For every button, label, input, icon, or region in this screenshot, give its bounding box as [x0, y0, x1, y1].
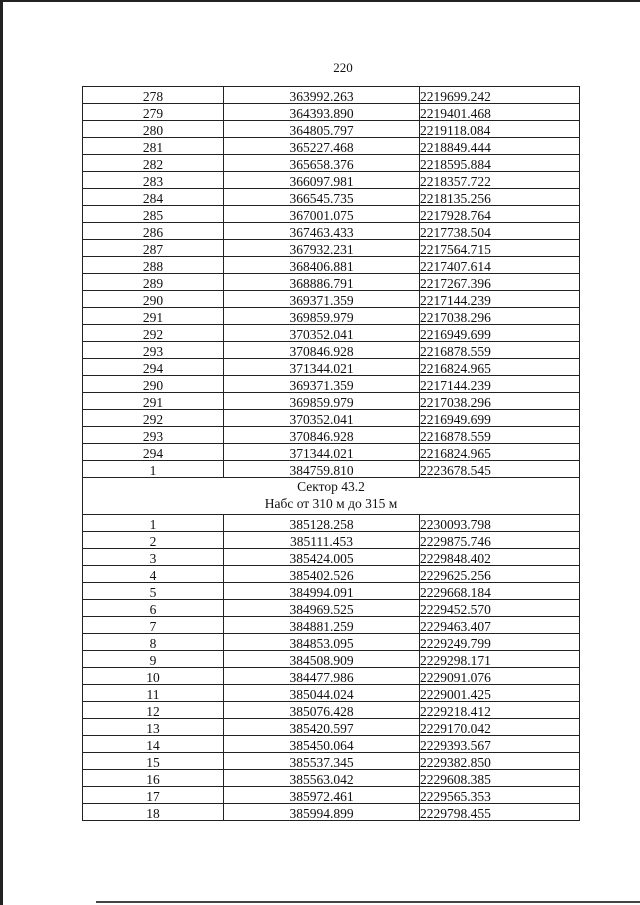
y-coordinate-cell: 2230093.798 [420, 515, 580, 532]
x-coordinate-cell: 366097.981 [224, 172, 420, 189]
y-coordinate-cell: 2219401.468 [420, 104, 580, 121]
x-coordinate-cell: 385402.526 [224, 566, 420, 583]
x-coordinate-cell: 364393.890 [224, 104, 420, 121]
table-row [83, 291, 580, 308]
table-row [83, 342, 580, 359]
x-coordinate-cell: 365227.468 [224, 138, 420, 155]
point-number-cell: 282 [83, 155, 224, 172]
point-number-cell: 288 [83, 257, 224, 274]
point-number-cell: 292 [83, 410, 224, 427]
point-number-cell: 281 [83, 138, 224, 155]
x-coordinate-cell: 384969.525 [224, 600, 420, 617]
x-coordinate-cell: 385563.042 [224, 770, 420, 787]
table-row [83, 223, 580, 240]
table-row [83, 787, 580, 804]
sector-header-cell [83, 478, 580, 515]
x-coordinate-cell: 385128.258 [224, 515, 420, 532]
table-row [83, 427, 580, 444]
table-row [83, 138, 580, 155]
page-number: 220 [333, 60, 353, 75]
table-row [83, 274, 580, 291]
point-number-cell: 286 [83, 223, 224, 240]
table-row [83, 376, 580, 393]
table-row [83, 549, 580, 566]
point-number-cell: 1 [83, 515, 224, 532]
point-number-cell: 284 [83, 189, 224, 206]
y-coordinate-cell: 2216824.965 [420, 359, 580, 376]
y-coordinate-cell: 2229798.455 [420, 804, 580, 821]
x-coordinate-cell: 367463.433 [224, 223, 420, 240]
point-number-cell: 279 [83, 104, 224, 121]
point-number-cell: 14 [83, 736, 224, 753]
y-coordinate-cell: 2229463.407 [420, 617, 580, 634]
x-coordinate-cell: 385111.453 [224, 532, 420, 549]
table-row [83, 155, 580, 172]
point-number-cell: 292 [83, 325, 224, 342]
y-coordinate-cell: 2229668.184 [420, 583, 580, 600]
x-coordinate-cell: 384508.909 [224, 651, 420, 668]
x-coordinate-cell: 371344.021 [224, 444, 420, 461]
table-row [83, 736, 580, 753]
y-coordinate-cell: 2229249.799 [420, 634, 580, 651]
point-number-cell: 280 [83, 121, 224, 138]
table-row [83, 461, 580, 478]
scan-border-bottom [96, 901, 640, 903]
table-row [83, 257, 580, 274]
y-coordinate-cell: 2229625.256 [420, 566, 580, 583]
x-coordinate-cell: 370352.041 [224, 325, 420, 342]
point-number-cell: 6 [83, 600, 224, 617]
table-row [83, 668, 580, 685]
y-coordinate-cell: 2229393.567 [420, 736, 580, 753]
coordinates-table [82, 86, 580, 821]
x-coordinate-cell: 367001.075 [224, 206, 420, 223]
point-number-cell: 4 [83, 566, 224, 583]
table-row [83, 719, 580, 736]
x-coordinate-cell: 384881.259 [224, 617, 420, 634]
table-row [83, 651, 580, 668]
table-row [83, 240, 580, 257]
point-number-cell: 287 [83, 240, 224, 257]
y-coordinate-cell: 2216878.559 [420, 342, 580, 359]
point-number-cell: 16 [83, 770, 224, 787]
x-coordinate-cell: 369371.359 [224, 291, 420, 308]
point-number-cell: 283 [83, 172, 224, 189]
x-coordinate-cell: 384759.810 [224, 461, 420, 478]
x-coordinate-cell: 366545.735 [224, 189, 420, 206]
table-row [83, 308, 580, 325]
x-coordinate-cell: 385420.597 [224, 719, 420, 736]
y-coordinate-cell: 2229875.746 [420, 532, 580, 549]
x-coordinate-cell: 370352.041 [224, 410, 420, 427]
sector-subtitle: Набс от 310 м до 315 м [264, 496, 398, 511]
table-row [83, 87, 580, 104]
x-coordinate-cell: 384853.095 [224, 634, 420, 651]
y-coordinate-cell: 2217038.296 [420, 308, 580, 325]
table-row [83, 359, 580, 376]
point-number-cell: 17 [83, 787, 224, 804]
x-coordinate-cell: 384994.091 [224, 583, 420, 600]
point-number-cell: 290 [83, 376, 224, 393]
y-coordinate-cell: 2217738.504 [420, 223, 580, 240]
point-number-cell: 18 [83, 804, 224, 821]
x-coordinate-cell: 369859.979 [224, 308, 420, 325]
point-number-cell: 2 [83, 532, 224, 549]
y-coordinate-cell: 2229608.385 [420, 770, 580, 787]
y-coordinate-cell: 2229565.353 [420, 787, 580, 804]
table-row [83, 685, 580, 702]
y-coordinate-cell: 2229170.042 [420, 719, 580, 736]
point-number-cell: 13 [83, 719, 224, 736]
y-coordinate-cell: 2216949.699 [420, 325, 580, 342]
table-row [83, 515, 580, 532]
x-coordinate-cell: 385424.005 [224, 549, 420, 566]
y-coordinate-cell: 2218357.722 [420, 172, 580, 189]
y-coordinate-cell: 2229382.850 [420, 753, 580, 770]
y-coordinate-cell: 2217267.396 [420, 274, 580, 291]
point-number-cell: 289 [83, 274, 224, 291]
point-number-cell: 278 [83, 87, 224, 104]
table-body-before-sector [83, 87, 580, 478]
table-row [83, 444, 580, 461]
point-number-cell: 9 [83, 651, 224, 668]
point-number-cell: 290 [83, 291, 224, 308]
x-coordinate-cell: 385537.345 [224, 753, 420, 770]
x-coordinate-cell: 369371.359 [224, 376, 420, 393]
x-coordinate-cell: 363992.263 [224, 87, 420, 104]
table-body-after-sector [83, 515, 580, 821]
table-row [83, 121, 580, 138]
point-number-cell: 11 [83, 685, 224, 702]
y-coordinate-cell: 2219699.242 [420, 87, 580, 104]
y-coordinate-cell: 2218135.256 [420, 189, 580, 206]
y-coordinate-cell: 2223678.545 [420, 461, 580, 478]
y-coordinate-cell: 2229848.402 [420, 549, 580, 566]
table-row [83, 325, 580, 342]
x-coordinate-cell: 367932.231 [224, 240, 420, 257]
point-number-cell: 294 [83, 444, 224, 461]
y-coordinate-cell: 2229218.412 [420, 702, 580, 719]
scan-border-top [0, 0, 640, 2]
y-coordinate-cell: 2216949.699 [420, 410, 580, 427]
y-coordinate-cell: 2217038.296 [420, 393, 580, 410]
point-number-cell: 1 [83, 461, 224, 478]
table-row [83, 566, 580, 583]
table-row [83, 804, 580, 821]
y-coordinate-cell: 2218849.444 [420, 138, 580, 155]
table-row [83, 532, 580, 549]
table-row [83, 393, 580, 410]
table-row [83, 206, 580, 223]
y-coordinate-cell: 2216878.559 [420, 427, 580, 444]
table-row [83, 172, 580, 189]
table-row [83, 600, 580, 617]
point-number-cell: 293 [83, 342, 224, 359]
table-row [83, 189, 580, 206]
y-coordinate-cell: 2217928.764 [420, 206, 580, 223]
table-row [83, 770, 580, 787]
sector-header-row [83, 478, 580, 515]
point-number-cell: 15 [83, 753, 224, 770]
x-coordinate-cell: 370846.928 [224, 427, 420, 444]
y-coordinate-cell: 2229452.570 [420, 600, 580, 617]
sector-title: Сектор 43.2 [297, 479, 365, 494]
table-row [83, 410, 580, 427]
x-coordinate-cell: 385994.899 [224, 804, 420, 821]
point-number-cell: 10 [83, 668, 224, 685]
point-number-cell: 285 [83, 206, 224, 223]
point-number-cell: 5 [83, 583, 224, 600]
x-coordinate-cell: 385972.461 [224, 787, 420, 804]
table-row [83, 634, 580, 651]
y-coordinate-cell: 2216824.965 [420, 444, 580, 461]
point-number-cell: 12 [83, 702, 224, 719]
y-coordinate-cell: 2229298.171 [420, 651, 580, 668]
x-coordinate-cell: 371344.021 [224, 359, 420, 376]
table-row [83, 583, 580, 600]
y-coordinate-cell: 2229001.425 [420, 685, 580, 702]
point-number-cell: 291 [83, 308, 224, 325]
x-coordinate-cell: 365658.376 [224, 155, 420, 172]
x-coordinate-cell: 364805.797 [224, 121, 420, 138]
x-coordinate-cell: 368406.881 [224, 257, 420, 274]
point-number-cell: 291 [83, 393, 224, 410]
point-number-cell: 294 [83, 359, 224, 376]
scan-border-left [0, 0, 3, 905]
table-row [83, 702, 580, 719]
x-coordinate-cell: 385044.024 [224, 685, 420, 702]
x-coordinate-cell: 385076.428 [224, 702, 420, 719]
y-coordinate-cell: 2217407.614 [420, 257, 580, 274]
y-coordinate-cell: 2217144.239 [420, 376, 580, 393]
table-row [83, 753, 580, 770]
point-number-cell: 3 [83, 549, 224, 566]
y-coordinate-cell: 2217144.239 [420, 291, 580, 308]
point-number-cell: 8 [83, 634, 224, 651]
y-coordinate-cell: 2217564.715 [420, 240, 580, 257]
table-row [83, 617, 580, 634]
x-coordinate-cell: 385450.064 [224, 736, 420, 753]
x-coordinate-cell: 370846.928 [224, 342, 420, 359]
y-coordinate-cell: 2229091.076 [420, 668, 580, 685]
x-coordinate-cell: 369859.979 [224, 393, 420, 410]
point-number-cell: 7 [83, 617, 224, 634]
y-coordinate-cell: 2219118.084 [420, 121, 580, 138]
table-row [83, 104, 580, 121]
x-coordinate-cell: 384477.986 [224, 668, 420, 685]
point-number-cell: 293 [83, 427, 224, 444]
sector-header-body [83, 478, 580, 515]
x-coordinate-cell: 368886.791 [224, 274, 420, 291]
y-coordinate-cell: 2218595.884 [420, 155, 580, 172]
